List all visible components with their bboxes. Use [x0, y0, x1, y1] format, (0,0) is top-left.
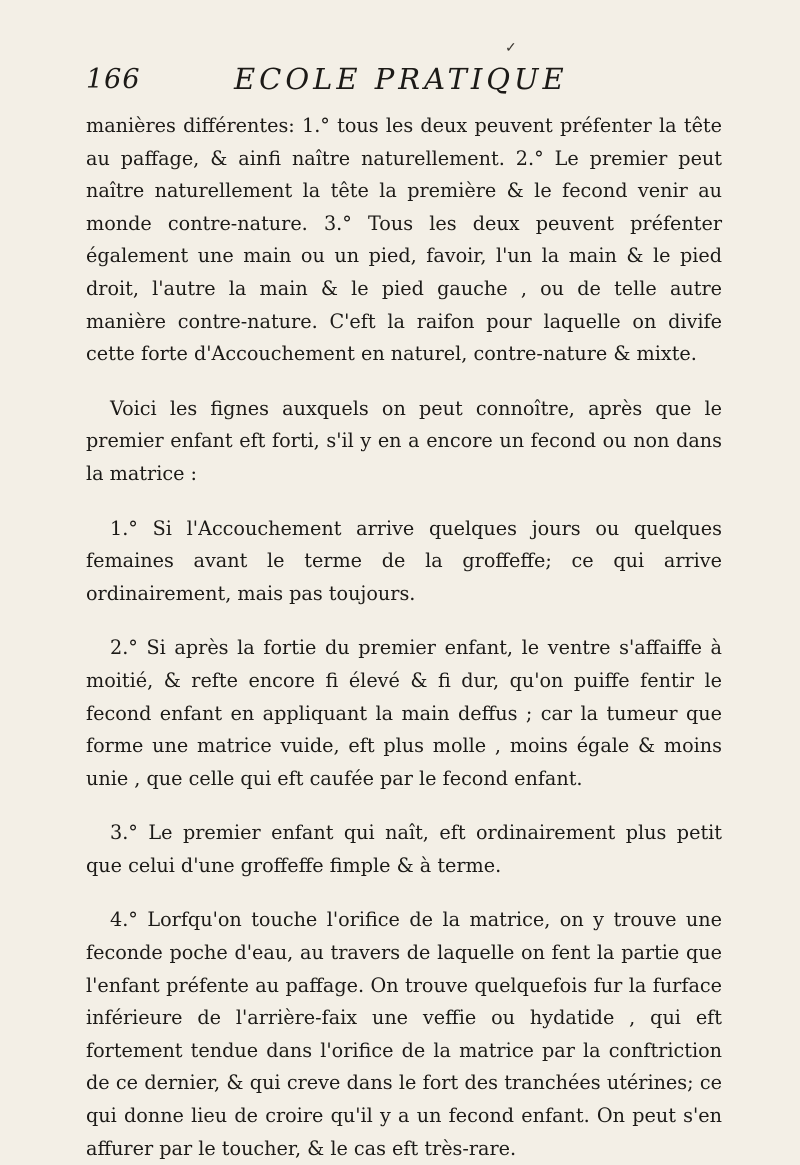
paragraph-sign-2: 2.° Si après la fortie du premier enfant, le ventre s'affaiffe à moitié, & refte encore fi élevé & fi dur, qu'on puiffe fentir le fecond enfant en appliquant la main deffus ; car la tumeur que forme une matrice vuide, eft plus molle , moins égale & moins unie , que celle qui eft caufée par le fecond enfant.: [86, 636, 722, 790]
paragraph-sign-4: 4.° Lorfqu'on touche l'orifice de la matrice, on y trouve une feconde poche d'eau, au travers de laquelle on fent la partie que l'enfant préfente au paffage. On trouve quelquefois fur la furface inférieure de l'arrière-faix une veffie ou hydatide , qui eft fortement tendue dans l'orifice de la matrice par la conftriction de ce dernier, & qui creve dans le fort des tranchées utérines; ce qui donne lieu de croire qu'il y a un fecond enfant. On peut s'en affurer par le toucher, & le cas eft très-rare.: [86, 908, 722, 1160]
check-mark: ✓: [505, 40, 517, 56]
body-text: [86, 110, 722, 1165]
page-number: 166: [86, 64, 141, 95]
paragraph-signs-intro: Voici les fignes auxquels on peut connoître, après que le premier enfant eft forti, s'il y en a encore un fecond ou non dans la matrice :: [86, 396, 722, 485]
paragraph-sign-3: 3.° Le premier enfant qui naît, eft ordinairement plus petit que celui d'une groffeffe fimple & à terme.: [86, 821, 722, 877]
paragraph-sign-1: 1.° Si l'Accouchement arrive quelques jours ou quelques femaines avant le terme de la groffeffe; ce qui arrive ordinairement, mais pas toujours.: [86, 516, 722, 605]
page-header: [86, 60, 722, 104]
running-title: ECOLE PRATIQUE: [234, 62, 568, 96]
paragraph-continuation: manières différentes: 1.° tous les deux peuvent préfenter la tête au paffage, & ainfi naître naturellement. 2.° Le premier peut naître naturellement la tête la première & le fecond venir au monde contre-nature. 3.° Tous les deux peuvent préfenter également une main ou un pied, favoir, l'un la main & le pied droit, l'autre la main & le pied gauche , ou de telle autre manière contre-nature. C'eft la raifon pour laquelle on divife cette forte d'Accouchement en naturel, contre-nature & mixte.: [86, 114, 722, 366]
